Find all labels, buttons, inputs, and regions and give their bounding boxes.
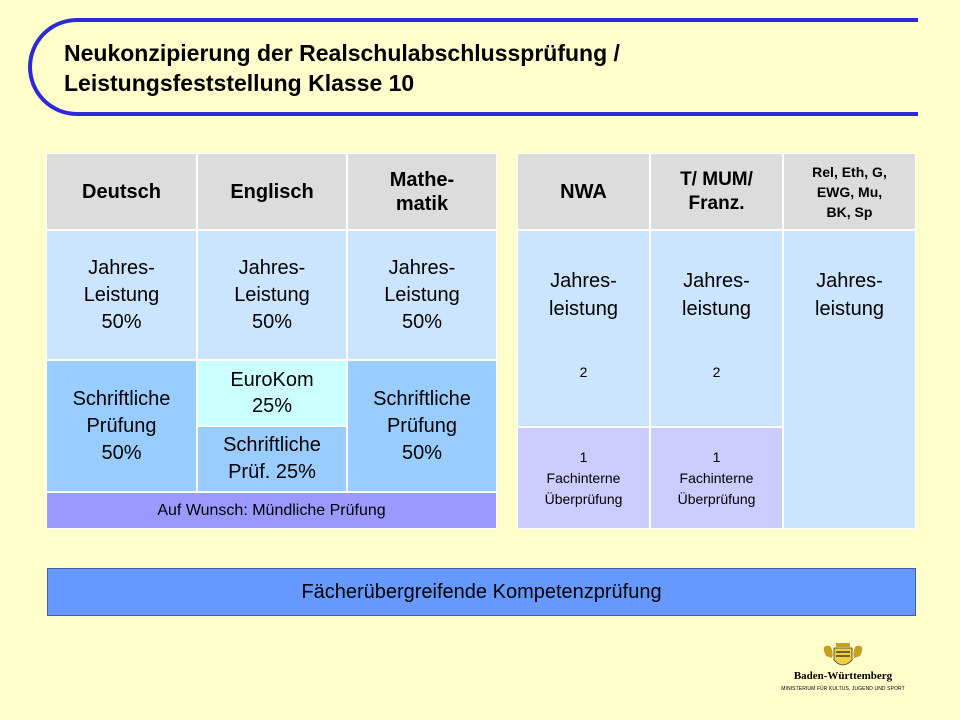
fachinterne-ueberpruefung-nwa: 1 Fachinterne Überprüfung: [517, 427, 650, 529]
schriftliche-pruefung-mathematik: Schriftliche Prüfung 50%: [347, 360, 497, 492]
header-rel-eth: Rel, Eth, G, EWG, Mu, BK, Sp: [783, 153, 916, 230]
header-deutsch: Deutsch: [46, 153, 197, 230]
jahresleistung-nwa: Jahres- leistung: [549, 270, 618, 320]
jahresleistung-rel-eth-cell: [783, 230, 916, 529]
kompetenzpruefung-bar: Fächerübergreifende Kompetenzprüfung: [47, 568, 916, 616]
header-t-mum-franz: T/ MUM/ Franz.: [650, 153, 783, 230]
fachinterne-ueberpruefung-t-mum-franz: 1 Fachinterne Überprüfung: [650, 427, 783, 529]
jahresleistung-rel-eth: Jahres- leistung: [815, 270, 884, 320]
coat-of-arms-icon: [768, 642, 918, 672]
title-line-1: Neukonzipierung der Realschulabschlussprüfung /: [64, 40, 620, 66]
jahresleistung-mathematik: Jahres- Leistung 50%: [347, 230, 497, 360]
schriftliche-pruefung-englisch: Schriftliche Prüf. 25%: [197, 426, 347, 492]
gewichtung-2-nwa: 2: [579, 364, 588, 380]
logo-name: Baden-Württemberg: [793, 670, 893, 682]
jahresleistung-t-mum-franz: Jahres- leistung: [682, 270, 751, 320]
header-nwa: NWA: [517, 153, 650, 230]
schriftliche-pruefung-deutsch: Schriftliche Prüfung 50%: [46, 360, 197, 492]
muendliche-pruefung-bar: Auf Wunsch: Mündliche Prüfung: [46, 492, 497, 529]
baden-wuerttemberg-logo: [768, 642, 918, 702]
eurokom-englisch: EuroKom 25%: [197, 360, 347, 426]
gewichtung-2-t-mum-franz: 2: [712, 364, 721, 380]
page-title: [64, 38, 884, 98]
header-englisch: Englisch: [197, 153, 347, 230]
jahresleistung-englisch: Jahres- Leistung 50%: [197, 230, 347, 360]
jahresleistung-t-mum-franz-cell: [650, 230, 783, 427]
title-line-2: Leistungsfeststellung Klasse 10: [64, 70, 415, 96]
jahresleistung-nwa-cell: [517, 230, 650, 427]
jahresleistung-deutsch: Jahres- Leistung 50%: [46, 230, 197, 360]
logo-ministry: MINISTERIUM FÜR KULTUS, JUGEND UND SPORT: [781, 686, 905, 692]
header-mathematik: Mathe- matik: [347, 153, 497, 230]
